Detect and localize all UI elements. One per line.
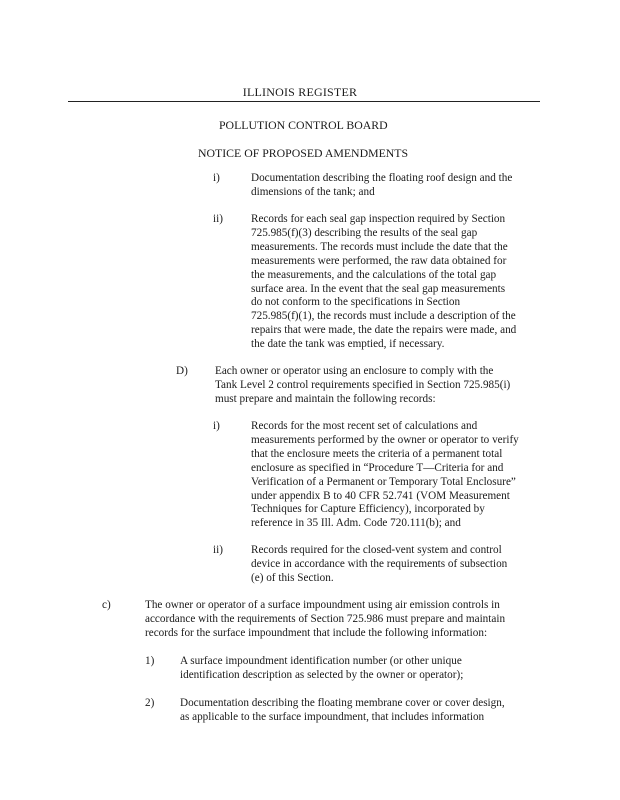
text-line: do not conform to the specifications in Section	[251, 296, 461, 309]
item-label: i)	[213, 420, 220, 432]
text-line: A surface impoundment identification number (or other unique	[180, 655, 462, 667]
item-text	[180, 655, 532, 683]
text-line: surface area. In the event that the seal gap measurements	[251, 282, 506, 295]
text-line: Verification of a Permanent or Temporary Total Enclosure”	[251, 475, 516, 488]
item-text	[251, 213, 539, 352]
board-name: POLLUTION CONTROL BOARD	[219, 118, 388, 132]
text-line: accordance with the requirements of Section 725.986 must prepare and maintain	[145, 612, 506, 625]
item-text	[145, 599, 545, 641]
text-line: measurements. The records must include the date that the	[251, 240, 508, 253]
item-label: ii)	[213, 213, 223, 225]
text-line: under appendix B to 40 CFR 52.741 (VOM Measurement	[251, 489, 510, 502]
item-label: ii)	[213, 544, 223, 556]
notice-heading: NOTICE OF PROPOSED AMENDMENTS	[198, 146, 409, 160]
text-line: 725.985(f)(1), the records must include a description of the	[251, 310, 516, 323]
text-line: reference in 35 Ill. Adm. Code 720.111(b); and	[251, 517, 461, 530]
item-label: i)	[213, 172, 220, 184]
text-line: (e) of this Section.	[251, 571, 334, 584]
text-line: dimensions of the tank; and	[251, 185, 375, 198]
item-label: c)	[102, 599, 111, 611]
text-line: must prepare and maintain the following records:	[215, 392, 436, 405]
item-label: D)	[176, 365, 188, 377]
text-line: identification description as selected by the owner or operator);	[180, 668, 464, 681]
item-text	[251, 544, 539, 586]
item-text	[251, 420, 539, 531]
text-line: the measurements, and the calculations of the total gap	[251, 268, 497, 281]
text-line: Tank Level 2 control requirements specified in Section 725.985(i)	[215, 378, 511, 391]
text-line: Records for each seal gap inspection required by Section	[251, 213, 506, 225]
header-rule	[68, 101, 540, 102]
item-label: 1)	[145, 655, 155, 667]
item-label: 2)	[145, 697, 155, 709]
item-text	[215, 365, 515, 407]
register-title: ILLINOIS REGISTER	[242, 85, 358, 99]
item-text	[251, 172, 539, 200]
text-line: Documentation describing the floating roof design and the	[251, 172, 513, 184]
text-line: measurements performed by the owner or operator to verify	[251, 433, 519, 446]
text-line: Records required for the closed-vent system and control	[251, 544, 502, 556]
text-line: the date the tank was emptied, if necessary.	[251, 338, 445, 351]
item-text	[180, 697, 532, 725]
text-line: repairs that were made, the date the repairs were made, and	[251, 324, 517, 337]
text-line: that the enclosure meets the criteria of a permanent total	[251, 447, 503, 460]
text-line: Documentation describing the floating membrane cover or cover design,	[180, 697, 505, 709]
text-line: Techniques for Capture Efficiency), incorporated by	[251, 503, 485, 516]
text-line: enclosure as specified in “Procedure T—Criteria for and	[251, 461, 504, 474]
text-line: 725.985(f)(3) describing the results of the seal gap	[251, 226, 478, 239]
text-line: measurements were performed, the raw data obtained for	[251, 254, 507, 267]
text-line: as applicable to the surface impoundment, that includes information	[180, 710, 485, 723]
text-line: Records for the most recent set of calculations and	[251, 420, 478, 432]
text-line: device in accordance with the requirements of subsection	[251, 557, 508, 570]
text-line: records for the surface impoundment that include the following information:	[145, 626, 488, 639]
text-line: The owner or operator of a surface impoundment using air emission controls in	[145, 599, 500, 611]
text-line: Each owner or operator using an enclosure to comply with the	[215, 365, 494, 377]
